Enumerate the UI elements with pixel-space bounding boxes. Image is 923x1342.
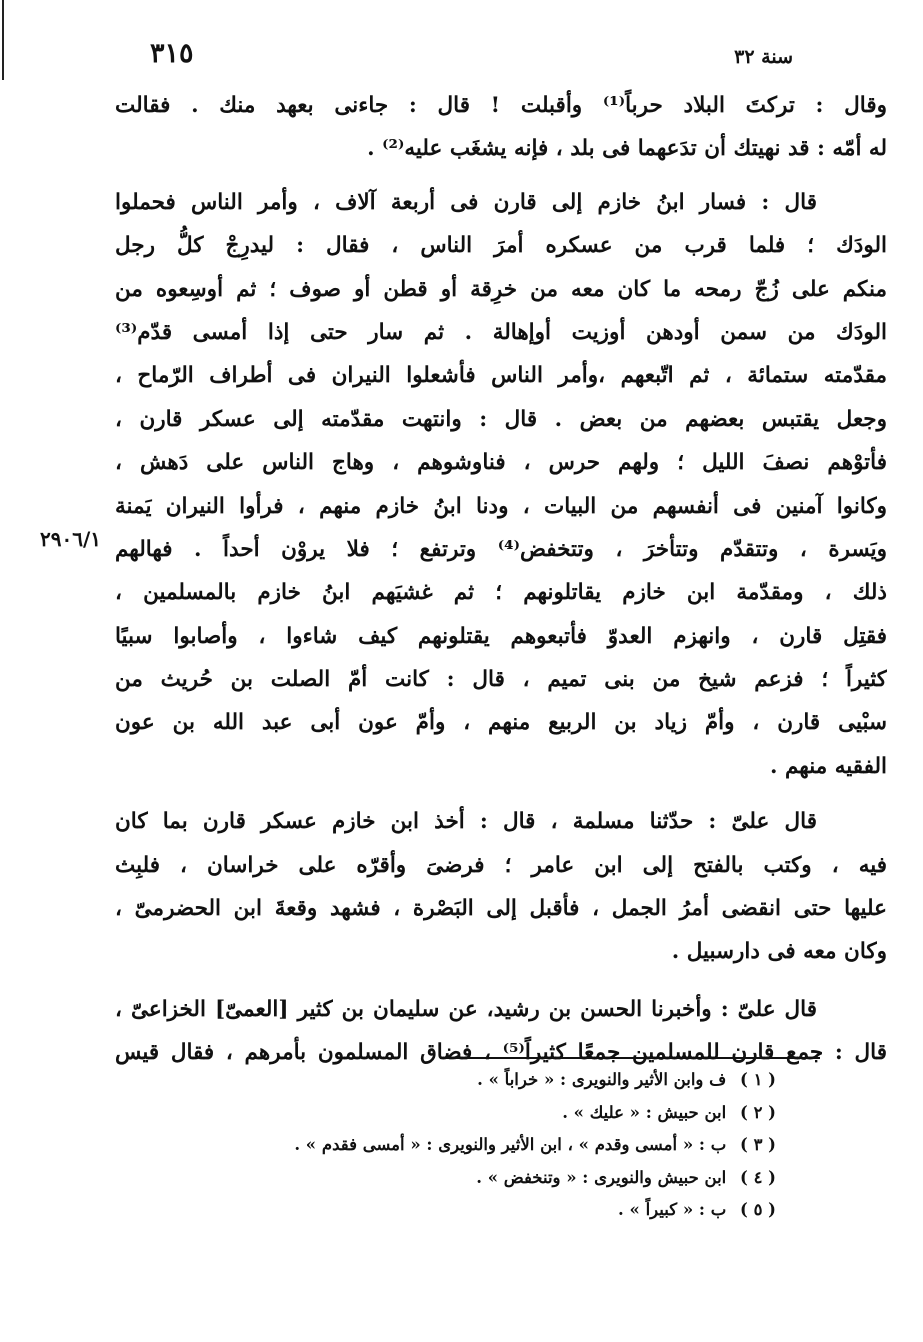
text-line: فيه ، وكتب بالفتح إلى ابن عامر ؛ فرضىَ وأقرّه على خراسان ، فلبِث [115,852,887,878]
main-text [115,84,887,1083]
text-line: سبْيى قارن ، وأمّ زياد بن الربيع منهم ، وأمّ عون أبى عبد الله بن عون [115,710,887,736]
paragraph [115,84,887,171]
footnote-text: ب : « أمسى وقدم » ، ابن الأثير والنويرى : « أمسى فقدم » . [294,1135,727,1154]
margin-reference: ٢٩٠٦/١ [40,527,102,551]
footnote-text: ابن حبيش والنويرى : « وتنخفض » . [476,1167,727,1187]
footnote-number: ( ١ ) [740,1070,776,1089]
footnote [260,1194,784,1227]
footnote [260,1129,784,1162]
footnote-rule [440,1057,820,1059]
text-line: ذلك ، ومقدّمة ابن خازم يقاتلونهم ؛ ثم غشيَهم ابنُ خازم بالمسلمين ، [115,580,887,606]
footnote [260,1162,784,1195]
text-line: الودَك من سمن أودهن أوزيت أوإهالة . ثم سار حتى إذا أمسى قدّم⁽³⁾ [115,319,887,345]
footnote [260,1097,784,1130]
text-line: كثيراً ؛ فزعم شيخ من بنى تميم ، قال : كانت أمّ الصلت بن حُريث من [115,667,887,693]
text-line: منكم على زُجّ رمحه ما كان معه من خرِقة أو قطن أو صوف ؛ ثم أوسِعوه من [115,276,887,302]
footnote-number: ( ٤ ) [740,1167,776,1187]
text-line: الفقيه منهم . [770,753,887,779]
text-line: الودَك ؛ فلما قرب من عسكره أمرَ الناس ، فقال : ليدرِجْ كلُّ رجل [115,233,887,259]
paragraph [115,988,887,1075]
page-edge-line [2,0,4,80]
footnote-number: ( ٢ ) [740,1102,776,1122]
footnote-text: ف وابن الأثير والنويرى : « خراباً » . [477,1070,727,1089]
running-head-year: سنة ٣٢ [734,46,793,68]
text-line: وجعل يقتبس بعضهم من بعض . قال : وانتهت مقدّمته إلى عسكر قارن ، [115,406,887,432]
text-line: له أمّه : قد نهيتك أن تدَعهما فى بلد ، فإنه يشغَب عليه⁽²⁾ . [367,136,887,162]
text-line: قال : جمع قارن للمسلمين جمعًا كثيراً⁽⁵⁾ ، فضاق المسلمون بأمرهم ، فقال قيس [115,1040,887,1066]
footnote-text: ابن حبيش : « عليك » . [562,1102,727,1122]
footnote [260,1064,784,1097]
text-line: فأتوْهم نصفَ الليل ؛ ولهم حرس ، فناوشوهم ، وهاج الناس على دَهش ، [115,450,887,476]
paragraph [115,181,887,788]
text-line: ويَسرة ، وتتقدّم وتتأخرَ ، وتتخفض⁽⁴⁾ وترتفع ؛ فلا يروْن أحداً . فهالهم [115,536,887,562]
text-line: وكان معه فى دارسبيل . [671,939,887,965]
text-line: قال علىّ : حدّثنا مسلمة ، قال : أخذ ابن خازم عسكر قارن بما كان [115,809,817,835]
footnote-number: ( ٣ ) [740,1135,776,1154]
page-number: ٣١٥ [150,38,194,69]
text-line: مقدّمته ستمائة ، ثم اتّبعهم ،وأمر الناس فأشعلوا النيران فى أطراف الرّماح ، [115,363,887,389]
footnotes [260,1064,784,1227]
text-line: وقال : تركتَ البلاد حرباً⁽¹⁾ وأقبلت ! قال : جاءنى بعهد منك . فقالت [115,93,887,118]
footnote-number: ( ٥ ) [740,1200,776,1219]
paragraph [115,800,887,974]
page-header [150,38,793,78]
text-line: فقتِل قارن ، وانهزم العدوّ فأتبعوهم يقتلونهم كيف شاءوا ، وأصابوا سبيًا [115,623,887,649]
text-line: عليها حتى انقضى أمرُ الجمل ، فأقبل إلى البَصْرة ، فشهد وقعةَ ابن الحضرمىّ ، [115,896,887,922]
text-line: قال علىّ : وأخبرنا الحسن بن رشيد، عن سليمان بن كثير [العمىّ] الخزاعىّ ، [115,996,817,1022]
footnote-text: ب : « كبيراً » . [618,1200,727,1219]
text-line: وكانوا آمنين فى أنفسهم من البيات ، ودنا ابنُ خازم منهم ، فرأوا النيران يَمنة [115,493,887,519]
text-line: قال : فسار ابنُ خازم إلى قارن فى أربعة آلاف ، وأمر الناس فحملوا [115,189,817,215]
